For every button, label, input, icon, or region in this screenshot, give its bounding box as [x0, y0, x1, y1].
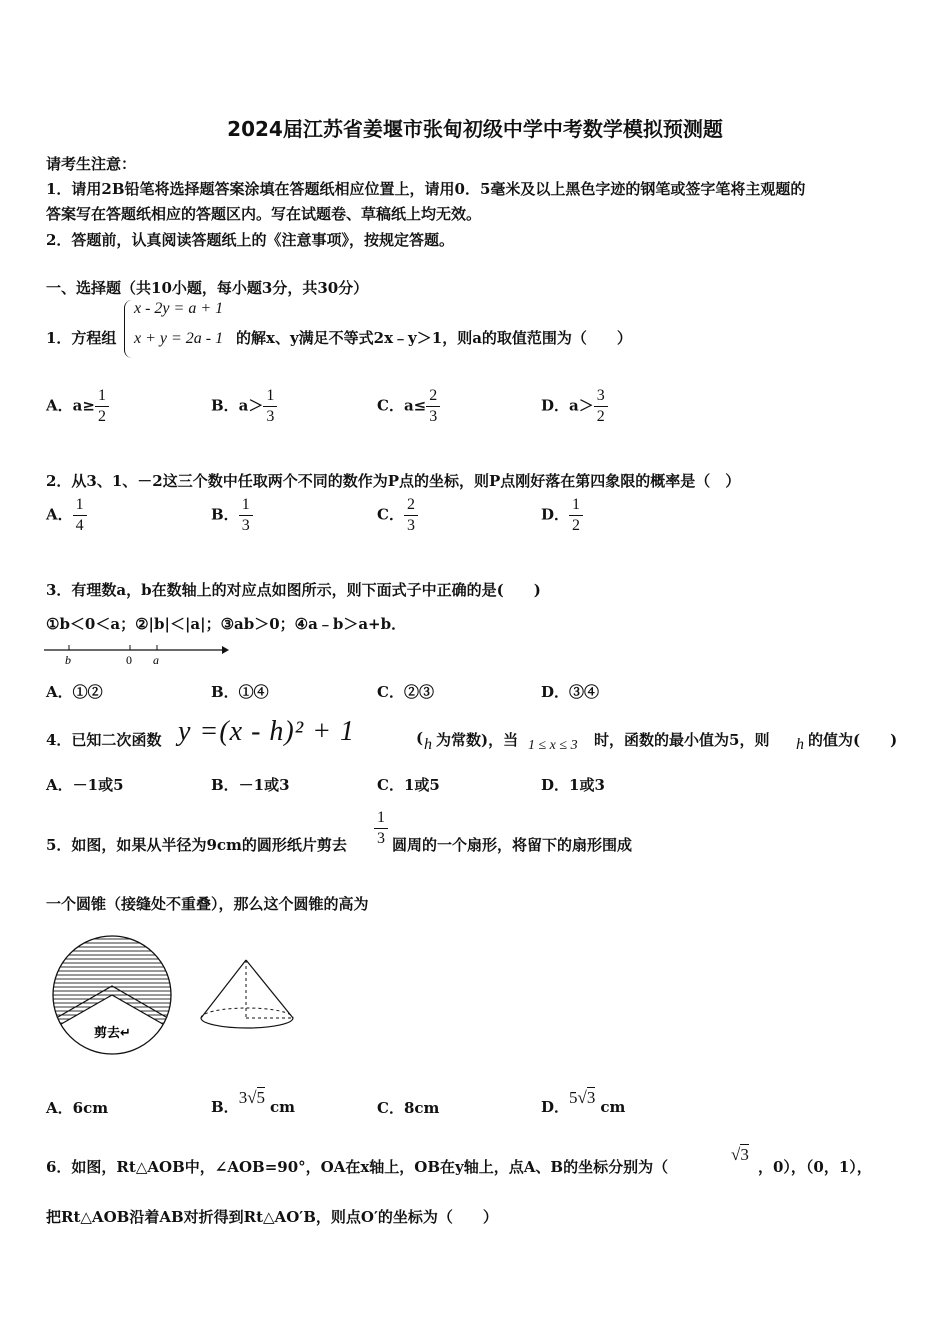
q5-cone-figure — [196, 955, 301, 1035]
q5-option-d-radicand: 3 — [586, 1088, 596, 1107]
q4-option-c: C．1或5 — [377, 776, 440, 794]
q1-option-a-denominator: 2 — [97, 408, 106, 425]
q6-line-1a: 6．如图，Rt△AOB中，∠AOB=90°，OA在x轴上，OB在y轴上，点A、B的坐标分别为（ — [46, 1158, 669, 1176]
q5-option-d-label: D． — [541, 1098, 570, 1116]
q5-option-d-radical-sign: √ — [577, 1088, 587, 1107]
q5-fraction — [374, 808, 388, 849]
q5-option-b — [211, 1088, 295, 1117]
q5-option-c: C．8cm — [377, 1099, 440, 1117]
q5-option-b-label: B． — [211, 1098, 239, 1116]
q6-radicand: 3 — [740, 1145, 749, 1164]
q2-option-a-denominator: 4 — [75, 517, 84, 534]
q4-mid: 时，函数的最小值为5，则 — [594, 731, 770, 749]
q1-option-d-fraction — [594, 386, 608, 427]
q1-option-d-denominator: 2 — [596, 408, 605, 425]
q1-eq2: x + y = 2a - 1 — [134, 330, 224, 347]
q2-option-c-denominator: 3 — [406, 517, 415, 534]
q4-note-open: ( — [416, 729, 424, 747]
q2-option-d-numerator: 1 — [569, 495, 583, 516]
q1-option-b-denominator: 3 — [266, 408, 275, 425]
q5-denominator: 3 — [377, 830, 385, 847]
q5-cut-circle-figure — [46, 935, 181, 1055]
q2-option-a-fraction — [73, 495, 87, 536]
notice-line-2: 2．答题前，认真阅读答题纸上的《注意事项》，按规定答题。 — [46, 231, 454, 249]
q4-h-symbol-2: h — [796, 736, 804, 753]
q1-brace — [124, 300, 133, 358]
q2-text: 2．从3、1、－2这三个数中任取两个不同的数作为P点的坐标，则P点刚好落在第四象限的概率是（ ） — [46, 472, 741, 490]
cone-right-edge — [246, 960, 293, 1018]
q1-suffix: 的解x、y满足不等式2x﹣y＞1，则a的取值范围为（ ） — [236, 329, 632, 347]
q6-line-1b: ，0），（0，1）， — [758, 1158, 872, 1176]
q1-option-c-fraction — [426, 386, 440, 427]
notice-line-1b: 答案写在答题纸相应的答题区内。写在试题卷、草稿纸上均无效。 — [46, 205, 482, 223]
q2-option-b-label: B． — [211, 505, 239, 524]
q1-option-b-label: B．a＞ — [211, 396, 264, 415]
q1-option-b-fraction — [263, 386, 277, 427]
q1-option-b-numerator: 1 — [263, 386, 277, 407]
q3-option-a: A．①② — [46, 683, 103, 701]
q2-option-d-label: D． — [541, 505, 570, 524]
q5-suffix: 圆周的一个扇形，将留下的扇形围成 — [392, 836, 633, 854]
q5-option-d — [541, 1088, 625, 1117]
q2-option-a — [46, 495, 87, 536]
cut-sector — [56, 995, 168, 1055]
q5-numerator: 1 — [374, 808, 388, 829]
q2-option-c-numerator: 2 — [404, 495, 418, 516]
q5-option-b-radical-sign: √ — [247, 1088, 257, 1107]
q4-option-d: D．1或3 — [541, 776, 605, 794]
q2-option-c — [377, 495, 418, 536]
q3-option-b: B．①④ — [211, 683, 269, 701]
q2-option-a-label: A． — [46, 505, 73, 524]
q1-option-d — [541, 386, 608, 427]
q6-line-2: 把Rt△AOB沿着AB对折得到Rt△AO′B，则点O′的坐标为（ ） — [46, 1208, 498, 1226]
q2-option-c-fraction — [404, 495, 418, 536]
q3-number-line — [44, 640, 229, 670]
axis-label-a: a — [153, 653, 159, 667]
q1-option-a-fraction — [95, 386, 109, 427]
number-line-arrow — [222, 646, 229, 654]
q2-option-d-denominator: 2 — [572, 517, 581, 534]
q1-option-a-label: A．a≥ — [46, 396, 95, 415]
q6-sqrt — [731, 1145, 749, 1165]
q5-option-b-radicand: 5 — [256, 1088, 266, 1107]
q6-radical-sign: √ — [731, 1145, 741, 1164]
q3-text: 3．有理数a，b在数轴上的对应点如图所示，则下面式子中正确的是( ) — [46, 581, 541, 599]
axis-label-b: b — [65, 653, 71, 667]
q2-option-b-denominator: 3 — [241, 517, 250, 534]
q4-note-text: 为常数)，当 — [436, 731, 519, 749]
q1-option-a — [46, 386, 109, 427]
page-title: 2024届江苏省姜堰市张甸初级中学中考数学模拟预测题 — [227, 117, 723, 141]
notice-line-1a: 1．请用2B铅笔将选择题答案涂填在答题纸相应位置上，请用0．5毫米及以上黑色字迹的钢笔或签字笔将主观题的 — [46, 180, 806, 198]
q4-range: 1 ≤ x ≤ 3 — [528, 738, 578, 753]
q2-option-c-label: C． — [377, 505, 404, 524]
q2-option-a-numerator: 1 — [73, 495, 87, 516]
q5-option-a: A．6cm — [46, 1099, 109, 1117]
q4-suffix: 的值为( ) — [808, 731, 898, 749]
q2-option-b-fraction — [239, 495, 253, 536]
q5-option-d-coef: 5 — [569, 1088, 578, 1107]
q4-formula: y =(x - h)² + 1 — [178, 716, 356, 747]
axis-label-zero: 0 — [126, 653, 132, 667]
q2-option-d-fraction — [569, 495, 583, 536]
q4-option-a: A．－1或5 — [46, 776, 124, 794]
q5-option-d-unit: cm — [600, 1098, 626, 1116]
q1-prefix: 1．方程组 — [46, 329, 117, 347]
q1-option-b — [211, 386, 277, 427]
q1-option-d-label: D．a＞ — [541, 396, 594, 415]
q3-statements: ①b＜0＜a；②|b|＜|a|；③ab＞0；④a﹣b＞a+b． — [46, 615, 407, 633]
q4-h-symbol: h — [424, 736, 432, 753]
q2-option-d — [541, 495, 583, 536]
section-heading: 一、选择题（共10小题，每小题3分，共30分） — [46, 279, 369, 297]
q5-option-b-coef: 3 — [238, 1088, 248, 1107]
notice-heading: 请考生注意： — [46, 155, 137, 173]
cone-base-front — [201, 1018, 293, 1028]
q2-option-b-numerator: 1 — [239, 495, 253, 516]
q5-prefix: 5．如图，如果从半径为9cm的圆形纸片剪去 — [46, 836, 347, 854]
q4-option-b: B．－1或3 — [211, 776, 290, 794]
q5-option-b-unit: cm — [270, 1098, 296, 1116]
q1-option-c-numerator: 2 — [426, 386, 440, 407]
q1-option-c — [377, 386, 440, 427]
q1-option-a-numerator: 1 — [95, 386, 109, 407]
q4-prefix: 4．已知二次函数 — [46, 731, 162, 749]
cut-label: 剪去↵ — [94, 1026, 131, 1041]
q5-line-2: 一个圆锥（接缝处不重叠），那么这个圆锥的高为 — [46, 895, 369, 913]
q2-option-b — [211, 495, 253, 536]
q1-eq1: x - 2y = a + 1 — [134, 300, 224, 317]
cone-base-back — [201, 1008, 293, 1018]
q3-option-c: C．②③ — [377, 683, 434, 701]
q1-option-d-numerator: 3 — [594, 386, 608, 407]
q3-option-d: D．③④ — [541, 683, 600, 701]
q1-option-c-denominator: 3 — [429, 408, 438, 425]
q1-option-c-label: C．a≤ — [377, 396, 427, 415]
